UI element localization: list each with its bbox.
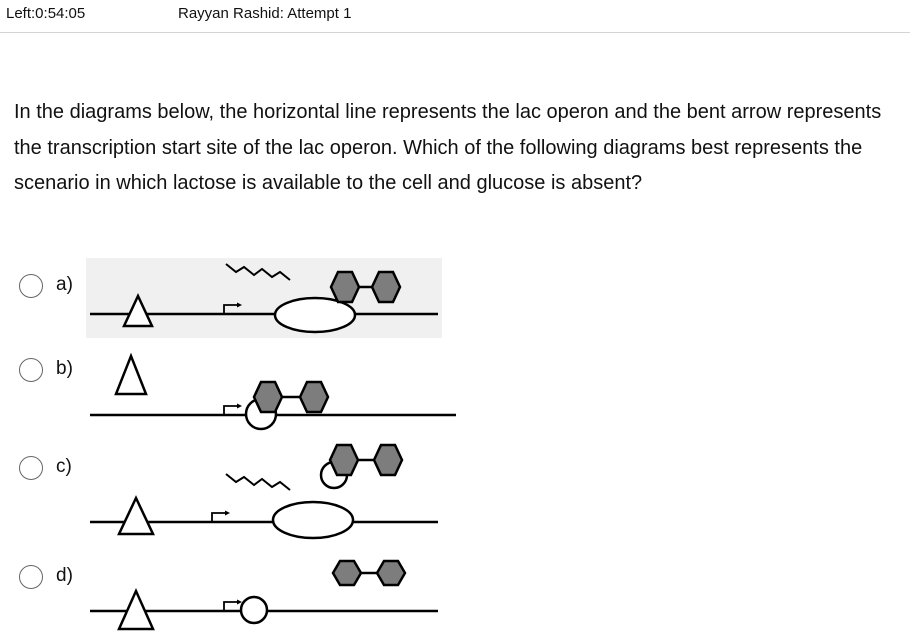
lactose-triangle <box>116 356 146 394</box>
transcription-start-arrow <box>224 602 237 611</box>
galactose-hexagon <box>372 272 400 302</box>
option-a-radio[interactable] <box>19 274 43 298</box>
option-a-label: a) <box>56 274 73 295</box>
transcript-squiggle <box>226 474 290 490</box>
transcription-start-arrow <box>224 406 237 415</box>
transcription-arrowhead <box>237 404 242 409</box>
glucose-hexagon <box>333 561 361 585</box>
option-d-label: d) <box>56 565 73 586</box>
attempt-title: Rayyan Rashid: Attempt 1 <box>178 5 352 22</box>
repressor-protein <box>241 597 267 623</box>
rna-polymerase <box>273 502 353 538</box>
transcription-start-arrow <box>212 513 225 522</box>
option-b-radio[interactable] <box>19 358 43 382</box>
option-d-diagram <box>86 553 446 634</box>
option-d-radio[interactable] <box>19 565 43 589</box>
transcription-arrowhead <box>225 511 230 516</box>
option-c-diagram <box>86 440 446 544</box>
galactose-hexagon <box>374 445 402 475</box>
option-a-diagram <box>86 258 446 340</box>
lactose-triangle <box>119 498 153 534</box>
top-bar <box>0 0 910 33</box>
option-c-label: c) <box>56 456 72 477</box>
question-text: In the diagrams below, the horizontal line represents the lac operon and the bent arrow represents the transcription start site of the lac operon. Which of the following diagrams best represents the scenario in which lactose is available to the cell and glucose is absent? <box>14 101 882 194</box>
glucose-hexagon <box>331 272 359 302</box>
galactose-hexagon <box>300 382 328 412</box>
option-b-label: b) <box>56 358 73 379</box>
timer: Left:0:54:05 <box>6 5 86 22</box>
option-c-radio[interactable] <box>19 456 43 480</box>
glucose-hexagon <box>330 445 358 475</box>
glucose-hexagon <box>254 382 282 412</box>
option-b-diagram <box>86 342 460 432</box>
galactose-hexagon <box>377 561 405 585</box>
